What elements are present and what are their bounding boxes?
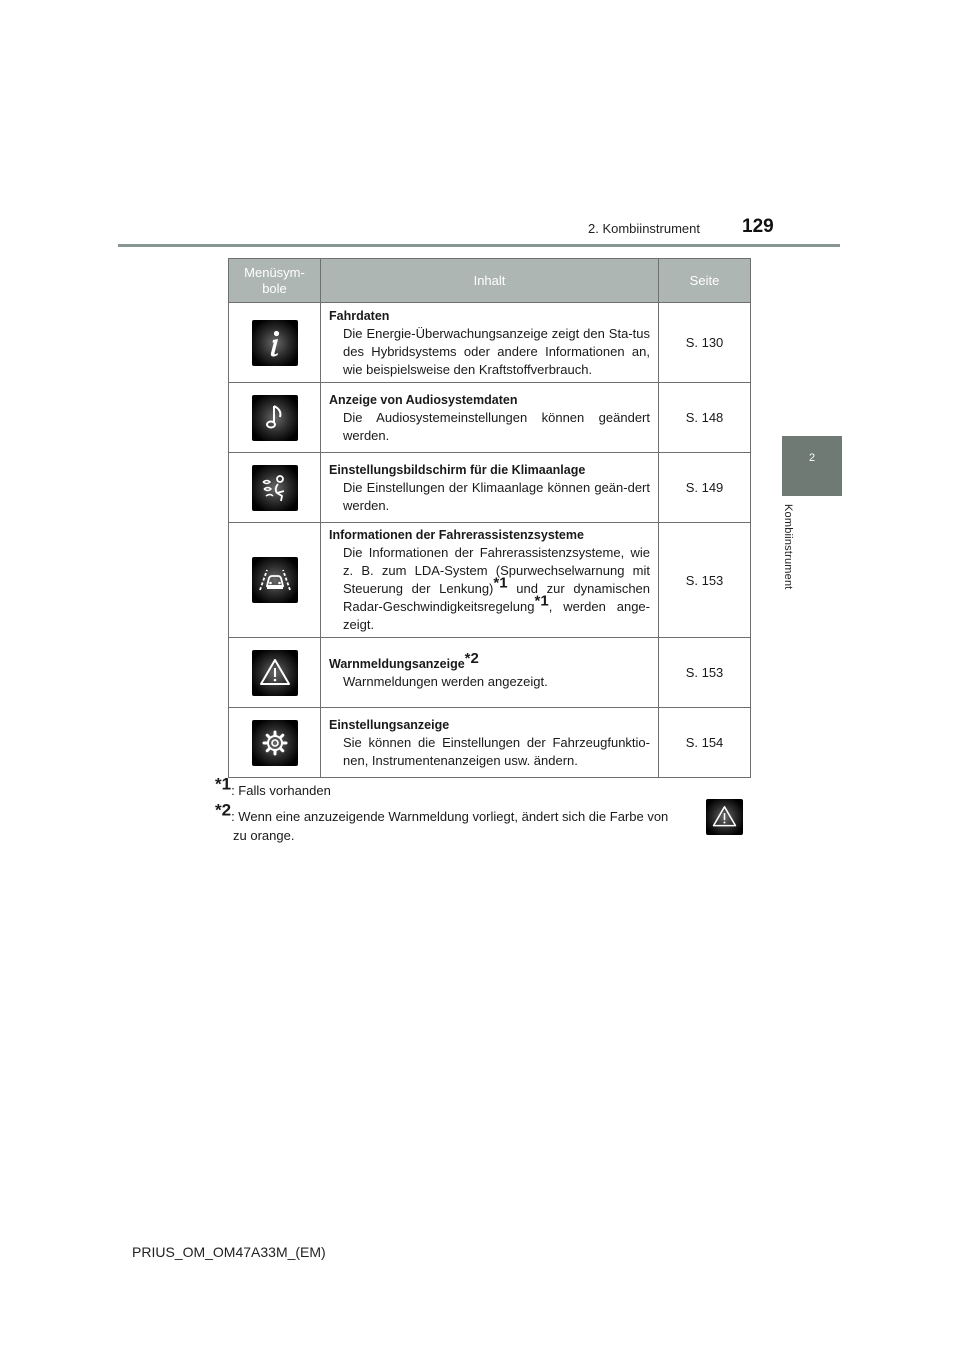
menu-symbols-table: [228, 258, 751, 778]
footnote-text: : Falls vorhanden: [231, 783, 331, 798]
header-rule: [118, 244, 840, 247]
footnote-mark: *1: [215, 774, 232, 794]
row-title-text: Warnmeldungsanzeige: [329, 656, 465, 671]
content-cell: [321, 383, 659, 453]
row-description-part: , werden ange-zeigt.: [343, 599, 650, 632]
table-row: [229, 523, 751, 638]
info-icon: [252, 320, 298, 366]
column-header-symbols-label: Menüsym- bole: [244, 264, 305, 296]
page-reference: S. 153: [659, 523, 751, 638]
table-row: [229, 303, 751, 383]
music-note-icon: [252, 395, 298, 441]
content-cell: [321, 303, 659, 383]
footnote-ref-1: *1: [534, 592, 549, 610]
row-title: [329, 649, 650, 673]
page-number: 129: [742, 216, 774, 237]
icon-cell: [229, 383, 321, 453]
row-title: Fahrdaten: [329, 308, 390, 323]
footnote-text: : Wenn eine anzuzeigende Warnmeldung vorliegt, ändert sich die Farbe von: [231, 809, 669, 824]
page-reference: S. 149: [659, 453, 751, 523]
row-description: Warnmeldungen werden angezeigt.: [343, 673, 548, 689]
row-description-part: Die Informationen der Fahrerassistenzsysteme, wie z. B. zum LDA-System (Spurwechselwarnung mit Steuerung der Lenkung): [343, 545, 650, 596]
row-description: Die Einstellungen der Klimaanlage können geän-dert werden.: [343, 479, 650, 513]
row-description: Die Audiosystemeinstellungen können geändert werden.: [343, 409, 650, 443]
row-title: Einstellungsanzeige: [329, 717, 450, 732]
table-row: [229, 453, 751, 523]
footnote-icon-wrap: [706, 799, 743, 835]
footnote-2: [215, 800, 705, 845]
footnote-mark: *2: [215, 800, 232, 820]
icon-cell: [229, 303, 321, 383]
row-description: [329, 544, 650, 634]
page-reference: S. 148: [659, 383, 751, 453]
icon-cell: [229, 523, 321, 638]
icon-cell: [229, 638, 321, 708]
icon-cell: [229, 453, 321, 523]
row-description: Die Energie-Überwachungsanzeige zeigt den Sta-tus des Hybridsystems oder andere Informationen an, wie beispielsweise den Kraftstoffverbrauch.: [343, 325, 650, 377]
footnote-ref-1: *1: [493, 574, 508, 592]
chapter-tab-number: 2: [808, 452, 816, 464]
footnote-ref-2: *2: [464, 649, 479, 667]
page-reference: S. 130: [659, 303, 751, 383]
footnote-1: [215, 774, 331, 798]
table-row: [229, 708, 751, 778]
content-cell: [321, 523, 659, 638]
column-header-page: Seite: [659, 259, 751, 303]
driver-assist-car-icon: [252, 557, 298, 603]
running-header-section: 2. Kombiinstrument: [588, 221, 700, 236]
footnote-text-continued: zu orange.: [233, 828, 295, 843]
document-code: PRIUS_OM_OM47A33M_(EM): [132, 1244, 326, 1260]
table-header-row: [229, 259, 751, 303]
gear-icon: [252, 720, 298, 766]
column-header-content: Inhalt: [321, 259, 659, 303]
content-cell: [321, 638, 659, 708]
table-row: [229, 638, 751, 708]
warning-triangle-icon: [252, 650, 298, 696]
row-title: Informationen der Fahrerassistenzsysteme: [329, 528, 584, 542]
page-reference: S. 154: [659, 708, 751, 778]
warning-triangle-icon: [706, 799, 743, 835]
chapter-label-wrap: [782, 504, 806, 604]
content-cell: [321, 453, 659, 523]
page-reference: S. 153: [659, 638, 751, 708]
content-cell: [321, 708, 659, 778]
climate-airflow-icon: [252, 465, 298, 511]
row-description-part: und zur dynamischen Radar-Geschwindigkeitsregelung: [343, 581, 651, 614]
row-title: Anzeige von Audiosystemdaten: [329, 392, 518, 407]
column-header-symbols: [229, 259, 321, 303]
row-description: Sie können die Einstellungen der Fahrzeugfunktio-nen, Instrumentenanzeigen usw. ändern.: [343, 734, 650, 768]
row-title: Einstellungsbildschirm für die Klimaanlage: [329, 462, 586, 477]
chapter-tab: [782, 436, 842, 496]
icon-cell: [229, 708, 321, 778]
chapter-label: Kombiinstrument: [782, 504, 794, 590]
table-row: [229, 383, 751, 453]
